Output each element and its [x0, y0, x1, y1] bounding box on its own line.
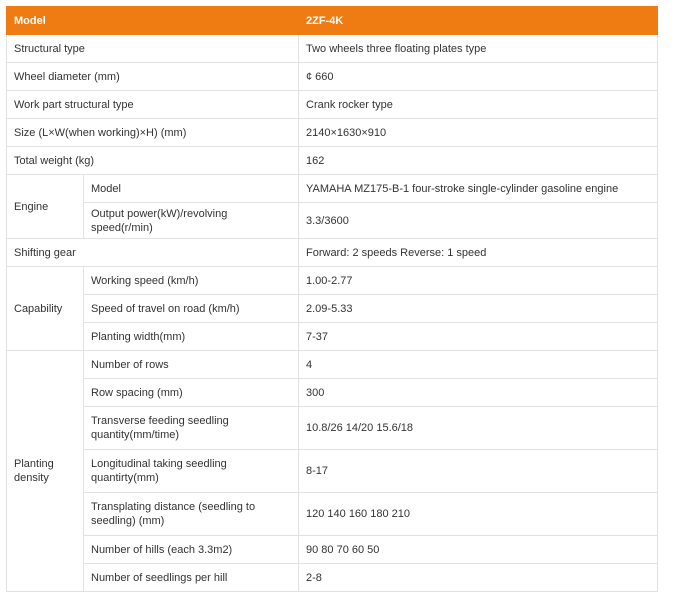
table-row: [7, 450, 658, 493]
table-row: [7, 379, 658, 407]
table-row: [7, 564, 658, 592]
row-label: Number of hills (each 3.3m2): [84, 536, 299, 564]
row-value: ¢ 660: [299, 63, 658, 91]
group-label-engine: Engine: [7, 175, 84, 239]
table-row: [7, 239, 658, 267]
table-row: [7, 493, 658, 536]
table-row: [7, 63, 658, 91]
row-label: Row spacing (mm): [84, 379, 299, 407]
table-row: [7, 351, 658, 379]
table-row: [7, 91, 658, 119]
row-label: Transplating distance (seedling to seedling) (mm): [84, 493, 299, 536]
table-row: [7, 35, 658, 63]
row-value: 1.00-2.77: [299, 267, 658, 295]
row-label: Work part structural type: [7, 91, 299, 119]
spec-table: [6, 6, 658, 592]
row-value: 120 140 160 180 210: [299, 493, 658, 536]
table-row: [7, 323, 658, 351]
row-label: Speed of travel on road (km/h): [84, 295, 299, 323]
group-label-planting-density: Planting density: [7, 351, 84, 592]
row-label: Transverse feeding seedling quantity(mm/time): [84, 407, 299, 450]
group-label-capability: Capability: [7, 267, 84, 351]
row-value: Two wheels three floating plates type: [299, 35, 658, 63]
table-header-row: [7, 7, 658, 35]
row-value: 3.3/3600: [299, 203, 658, 239]
row-value: 300: [299, 379, 658, 407]
row-label: Number of rows: [84, 351, 299, 379]
table-row: [7, 295, 658, 323]
row-label: Wheel diameter (mm): [7, 63, 299, 91]
row-value: YAMAHA MZ175-B-1 four-stroke single-cylinder gasoline engine: [299, 175, 658, 203]
table-row: [7, 147, 658, 175]
row-value: 7-37: [299, 323, 658, 351]
row-value: 2140×1630×910: [299, 119, 658, 147]
row-label: Planting width(mm): [84, 323, 299, 351]
row-label: Output power(kW)/revolving speed(r/min): [84, 203, 299, 239]
row-value: 8-17: [299, 450, 658, 493]
row-value: 162: [299, 147, 658, 175]
row-value: 2-8: [299, 564, 658, 592]
table-row: [7, 175, 658, 203]
row-label: Shifting gear: [7, 239, 299, 267]
header-value: 2ZF-4K: [299, 7, 658, 35]
table-row: [7, 407, 658, 450]
table-row: [7, 267, 658, 295]
row-label: Model: [84, 175, 299, 203]
row-value: 4: [299, 351, 658, 379]
row-label: Number of seedlings per hill: [84, 564, 299, 592]
row-value: Crank rocker type: [299, 91, 658, 119]
row-label: Structural type: [7, 35, 299, 63]
row-label: Total weight (kg): [7, 147, 299, 175]
row-label: Longitudinal taking seedling quantirty(mm): [84, 450, 299, 493]
table-row: [7, 203, 658, 239]
table-row: [7, 119, 658, 147]
row-value: 90 80 70 60 50: [299, 536, 658, 564]
header-label: Model: [7, 7, 299, 35]
table-row: [7, 536, 658, 564]
row-label: Size (L×W(when working)×H) (mm): [7, 119, 299, 147]
row-label: Working speed (km/h): [84, 267, 299, 295]
row-value: 10.8/26 14/20 15.6/18: [299, 407, 658, 450]
row-value: Forward: 2 speeds Reverse: 1 speed: [299, 239, 658, 267]
row-value: 2.09-5.33: [299, 295, 658, 323]
